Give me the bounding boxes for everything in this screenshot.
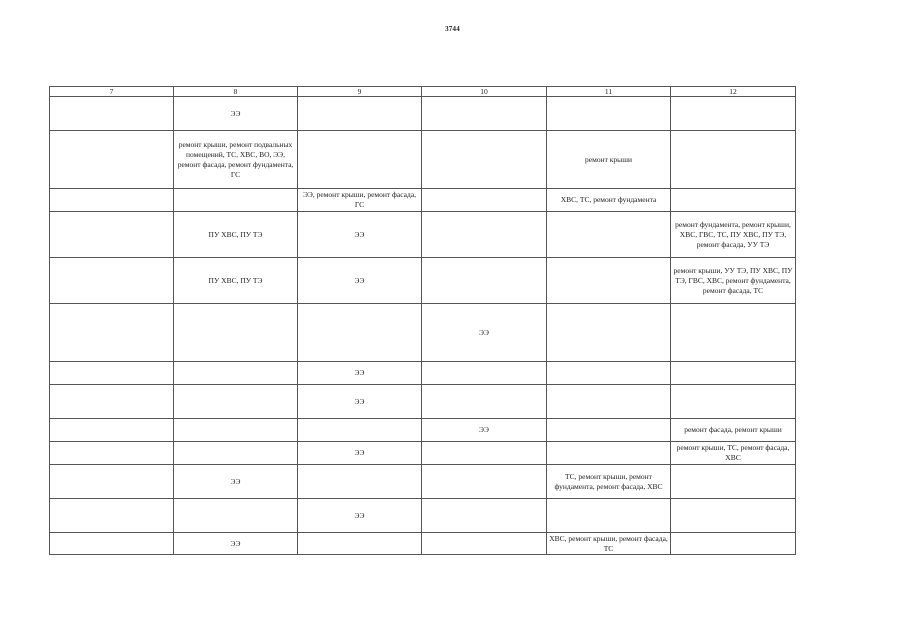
table-row (50, 362, 796, 385)
table-cell (422, 258, 547, 304)
table-cell: ЭЭ (298, 212, 422, 258)
table-cell: ремонт крыши (547, 131, 671, 189)
column-number-row (50, 87, 796, 97)
table-cell (422, 212, 547, 258)
table-cell (671, 499, 796, 533)
table-cell (547, 419, 671, 442)
table-cell: ЭЭ (422, 304, 547, 362)
table-row (50, 131, 796, 189)
table-cell (50, 499, 174, 533)
table-cell (174, 442, 298, 465)
table-cell (174, 419, 298, 442)
table-cell (298, 97, 422, 131)
table-cell: ремонт крыши, ТС, ремонт фасада, ХВС (671, 442, 796, 465)
table-cell: ЭЭ (174, 533, 298, 555)
table-cell: ЭЭ, ремонт крыши, ремонт фасада, ГС (298, 189, 422, 212)
table-cell (547, 304, 671, 362)
table-cell: ЭЭ (298, 258, 422, 304)
column-header: 10 (422, 87, 547, 97)
table-cell: ЭЭ (298, 499, 422, 533)
table-cell (671, 97, 796, 131)
table-cell (50, 131, 174, 189)
table-cell (422, 189, 547, 212)
table-cell (671, 189, 796, 212)
table-cell: ХВС, ремонт крыши, ремонт фасада, ТС (547, 533, 671, 555)
table-cell: ПУ ХВС, ПУ ТЭ (174, 258, 298, 304)
table-cell (298, 533, 422, 555)
table-cell (547, 499, 671, 533)
table-row (50, 385, 796, 419)
table-cell (50, 419, 174, 442)
table-cell (298, 419, 422, 442)
table-row (50, 212, 796, 258)
table-cell (671, 131, 796, 189)
table-cell: ПУ ХВС, ПУ ТЭ (174, 212, 298, 258)
table-cell (50, 304, 174, 362)
table-cell (422, 131, 547, 189)
table-row (50, 465, 796, 499)
table-cell (50, 97, 174, 131)
table-cell (50, 258, 174, 304)
table-row (50, 499, 796, 533)
table-cell (50, 442, 174, 465)
table-cell (671, 465, 796, 499)
column-header: 7 (50, 87, 174, 97)
table-cell (50, 533, 174, 555)
table-row (50, 258, 796, 304)
table-row (50, 442, 796, 465)
table-cell (174, 304, 298, 362)
table-cell (174, 362, 298, 385)
table-cell (547, 362, 671, 385)
table-cell: ЭЭ (298, 362, 422, 385)
table-row (50, 419, 796, 442)
table-cell: ЭЭ (298, 385, 422, 419)
table-cell (422, 465, 547, 499)
column-header: 12 (671, 87, 796, 97)
table-cell: ремонт крыши, УУ ТЭ, ПУ ХВС, ПУ ТЭ, ГВС, ХВС, ремонт фундамента, ремонт фасада, ТС (671, 258, 796, 304)
table-cell (547, 212, 671, 258)
table-cell (50, 189, 174, 212)
table-cell: ремонт фасада, ремонт крыши (671, 419, 796, 442)
table-cell (298, 131, 422, 189)
table-cell (422, 533, 547, 555)
table-cell (50, 385, 174, 419)
table-cell (422, 442, 547, 465)
table-cell: ХВС, ТС, ремонт фундамента (547, 189, 671, 212)
column-header: 11 (547, 87, 671, 97)
table-cell (671, 362, 796, 385)
table-cell (671, 304, 796, 362)
table-cell: ЭЭ (174, 97, 298, 131)
table-cell (547, 442, 671, 465)
column-header: 8 (174, 87, 298, 97)
table-cell (174, 385, 298, 419)
table-cell: ремонт фундамента, ремонт крыши, ХВС, ГВС, ТС, ПУ ХВС, ПУ ТЭ, ремонт фасада, УУ ТЭ (671, 212, 796, 258)
table-cell: ТС, ремонт крыши, ремонт фундамента, ремонт фасада, ХВС (547, 465, 671, 499)
table-cell (50, 362, 174, 385)
table-cell (174, 499, 298, 533)
table-cell (547, 385, 671, 419)
table-cell (50, 212, 174, 258)
table-cell (298, 465, 422, 499)
table-cell (422, 499, 547, 533)
table-cell (671, 533, 796, 555)
table-row (50, 97, 796, 131)
table-cell: ЭЭ (422, 419, 547, 442)
table-cell (671, 385, 796, 419)
repair-schedule-table (49, 86, 796, 555)
page-number: 3744 (445, 25, 460, 33)
table-cell (50, 465, 174, 499)
table-cell: ЭЭ (174, 465, 298, 499)
column-header: 9 (298, 87, 422, 97)
table-cell: ЭЭ (298, 442, 422, 465)
table-cell (174, 189, 298, 212)
table-cell (422, 362, 547, 385)
table-cell (422, 97, 547, 131)
table-cell: ремонт крыши, ремонт подвальных помещений, ТС, ХВС, ВО, ЭЭ, ремонт фасада, ремонт фундамента, ГС (174, 131, 298, 189)
table-row (50, 304, 796, 362)
table-cell (422, 385, 547, 419)
table-cell (298, 304, 422, 362)
table-cell (547, 258, 671, 304)
table-row (50, 533, 796, 555)
table-row (50, 189, 796, 212)
table-cell (547, 97, 671, 131)
